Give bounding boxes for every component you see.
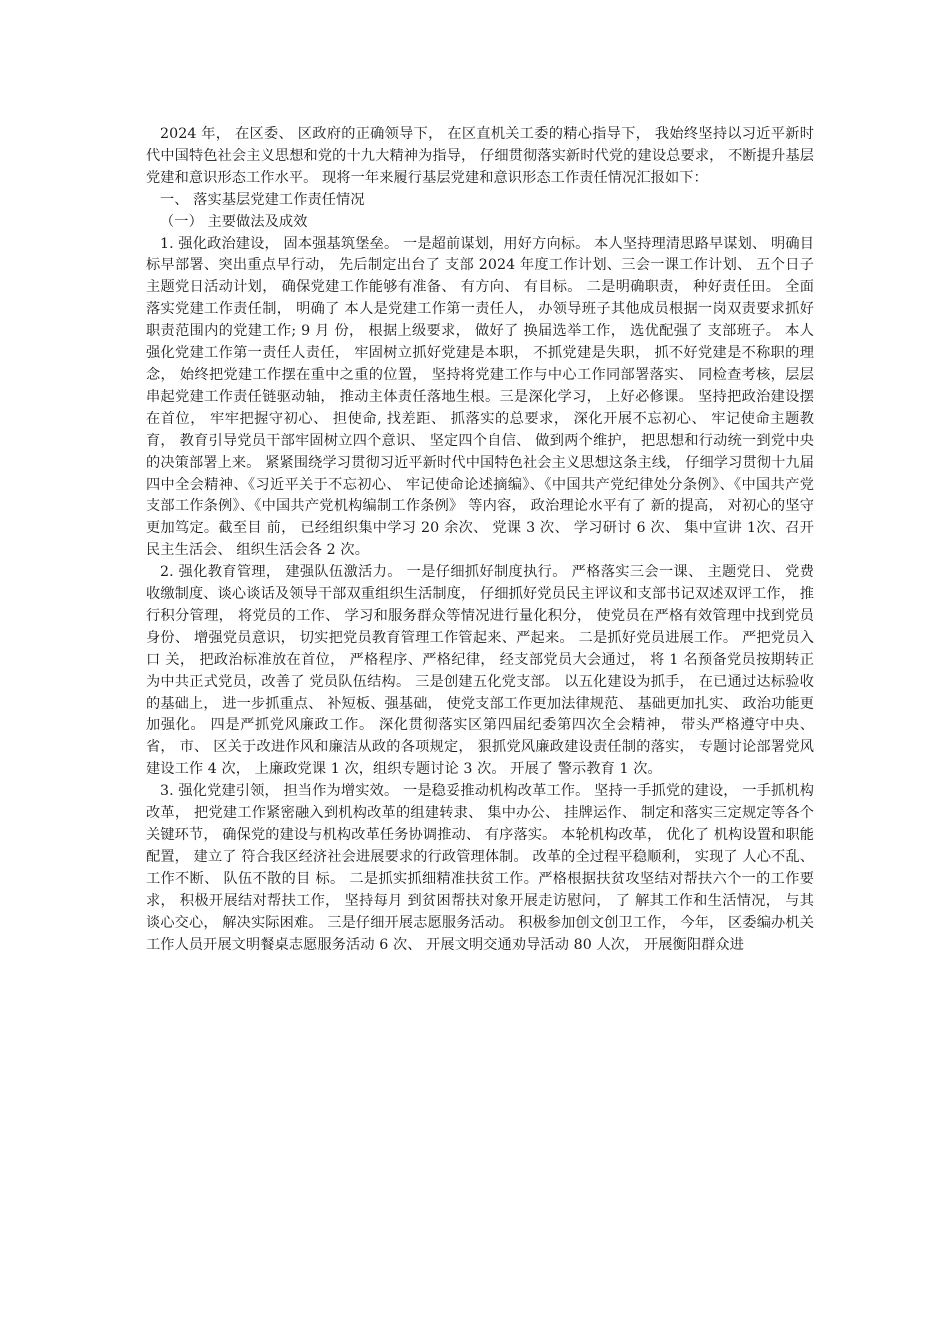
paragraph-item-2: 2. 强化教育管理， 建强队伍激活力。 一是仔细抓好制度执行。 严格落实三会一课、 主题党日、 党费收缴制度、谈心谈话及领导干部双重组织生活制度， 仔细抓好党员民主评议和支部书记双述双评工作， 推行积分管理， 将党员的工作、 学习和服务群众等情况进行量化积分， 使党员在严格有效管理中找到党员身份、 增强党员意识， 切实把党员教育管理工作管起来、严起来。 二是抓好党员进展工作。 严把党员入口 关， 把政治标准放在首位， 严格程序、严格纪律， 经支部党员大会通过， 将 1 名预备党员按期转正为中共正式党员，改善了 党员队伍结构。 三是创建五化党支部。 以五化建设为抓手， 在已通过达标验收的基础上， 进一步抓重点、 补短板、强基础， 使党支部工作更加法律规范、 基础更加扎实、 政治功能更加强化。 四是严抓党风廉政工作。 深化贯彻落实区第四届纪委第四次全会精神， 带头严格遵守中央、 省， 市、 区关于改进作风和廉洁从政的各项规定， 狠抓党风廉政建设责任制的落实， 专题讨论部署党风建设工作 4 次， 上廉政党课 1 次，组织专题讨论 3 次。 开展了 警示教育 1 次。 bbox=[146, 564, 814, 778]
document-body bbox=[146, 124, 814, 956]
paragraph-item-3: 3. 强化党建引领， 担当作为增实效。 一是稳妥推动机构改革工作。 坚持一手抓党的建设， 一手抓机构改革， 把党建工作紧密融入到机构改革的组建转隶、 集中办公、 挂牌运作、 制定和落实三定规定等各个关键环节， 确保党的建设与机构改革任务协调推动、 有序落实。 本轮机构改革， 优化了 机构设置和职能配置， 建立了 符合我区经济社会进展要求的行政管理体制。 改革的全过程平稳顺利， 实现了 人心不乱、工作不断、 队伍不散的目 标。 二是抓实抓细精准扶贫工作。严格根据扶贫攻坚结对帮扶六个一的工作要求， 积极开展结对帮扶工作， 坚持每月 到贫困帮扶对象开展走访慰问， 了 解其工作和生活情况， 与其谈心交心， 解决实际困难。 三是仔细开展志愿服务活动。 积极参加创文创卫工作， 今年， 区委编办机关工作人员开展文明餐桌志愿服务活动 6 次、 开展文明交通劝导活动 80 人次， 开展衡阳群众进 bbox=[146, 783, 814, 953]
subsection-heading-1: （一） 主要做法及成效 bbox=[160, 213, 308, 230]
intro-paragraph: 2024 年， 在区委、 区政府的正确领导下， 在区直机关工委的精心指导下， 我始终坚持以习近平新时代中国特色社会主义思想和党的十九大精神为指导， 仔细贯彻落实新时代党的建设总要求， 不断提升基层党建和意识形态工作水平。 现将一年来履行基层党建和意识形态工作责任情况汇报如下： bbox=[146, 126, 814, 186]
paragraph-item-1: 1. 强化政治建设， 固本强基筑堡垒。 一是超前谋划，用好方向标。 本人坚持理清思路早谋划、 明确目 标早部署、突出重点早行动， 先后制定出台了 支部 2024 年度工作计划、三会一课工作计划、 五个日子主题党日活动计划， 确保党建工作能够有准备、 有方向、 有目标。 二是明确职责， 种好责任田。 全面落实党建工作责任制， 明确了 本人是党建工作第一责任人， 办领导班子其他成员根据一岗双责要求抓好职责范围内的党建工作; 9 月 份， 根据上级要求， 做好了 换届选举工作， 选优配强了 支部班子。 本人强化党建工作第一责任人责任， 牢固树立抓好党建是本职， 不抓党建是失职， 抓不好党建是不称职的理念， 始终把党建工作摆在重中之重的位置， 坚持将党建工作与中心工作同部署落实、 同检查考核，层层串起党建工作责任链驱动轴， 推动主体责任落地生根。三是深化学习， 上好必修课。 坚持把政治建设摆在首位， 牢牢把握守初心、 担使命, 找差距、 抓落实的总要求， 深化开展不忘初心、 牢记使命主题教育， 教育引导党员干部牢固树立四个意识、 坚定四个自信、 做到两个维护， 把思想和行动统一到党中央的决策部署上来。 紧紧围绕学习贯彻习近平新时代中国特色社会主义思想这条主线， 仔细学习贯彻十九届四中全会精神、《习近平关于不忘初心、 牢记使命论述摘编》、《中国共产党纪律处分条例》、《中国共产党支部工作条例》、《中国共产党机构编制工作条例》 等内容， 政治理论水平有了 新的提高， 对初心的坚守更加笃定。截至目 前， 已经组织集中学习 20 余次、 党课 3 次、 学习研讨 6 次、 集中宣讲 1次、召开民主生活会、 组织生活会各 2 次。 bbox=[146, 235, 814, 559]
section-heading-1: 一、 落实基层党建工作责任情况 bbox=[160, 191, 365, 208]
